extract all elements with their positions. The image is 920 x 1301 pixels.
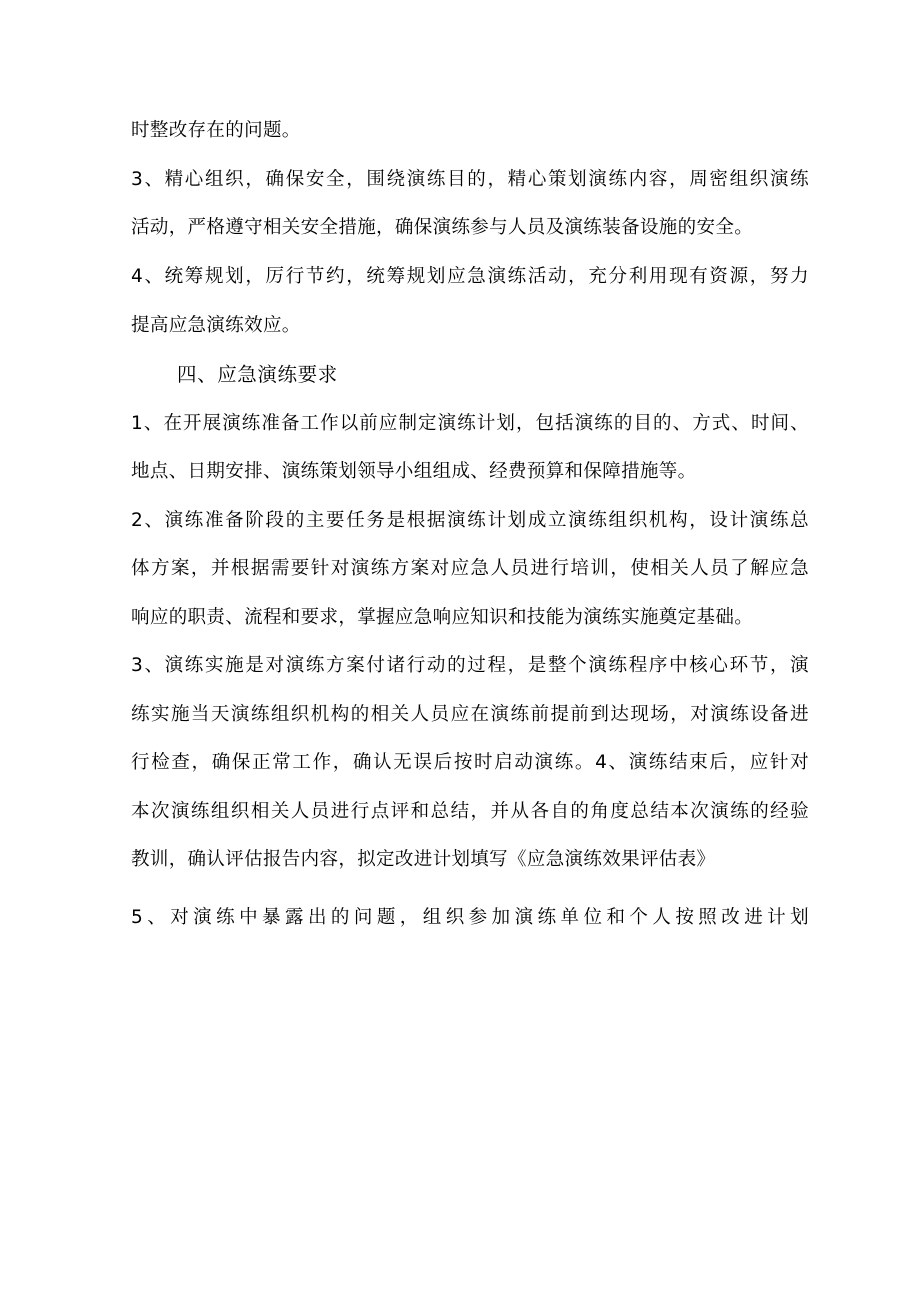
- body-text-line: 本次演练组织相关人员进行点评和总结，并从各自的角度总结本次演练的经验: [131, 801, 809, 822]
- body-text-line: 地点、日期安排、演练策划领导小组组成、经费预算和保障措施等。: [131, 461, 697, 482]
- body-text-line: 4、统筹规划，厉行节约，统筹规划应急演练活动，充分利用现有资源，努力: [131, 266, 809, 287]
- body-text-line: 响应的职责、流程和要求，掌握应急响应知识和技能为演练实施奠定基础。: [131, 607, 754, 628]
- body-text-line: 提高应急演练效应。: [131, 315, 301, 336]
- body-text-line: 3、演练实施是对演练方案付诸行动的过程，是整个演练程序中核心环节，演: [131, 655, 809, 676]
- body-text-line: 行检查，确保正常工作，确认无误后按时启动演练。4、演练结束后，应针对: [131, 752, 809, 773]
- body-text-line: 3、精心组织，确保安全，围绕演练目的，精心策划演练内容，周密组织演练: [131, 169, 809, 190]
- body-text-line: 2、演练准备阶段的主要任务是根据演练计划成立演练组织机构，设计演练总: [131, 510, 809, 531]
- body-text-line: 时整改存在的问题。: [131, 120, 301, 141]
- body-text-line: 体方案，并根据需要针对演练方案对应急人员进行培训，使相关人员了解应急: [131, 558, 809, 579]
- body-text-line: 5、对演练中暴露出的问题，组织参加演练单位和个人按照改进计划: [131, 907, 809, 928]
- body-text-line: 教训，确认评估报告内容，拟定改进计划填写《应急演练效果评估表》: [131, 849, 716, 870]
- body-text-line: 1、在开展演练准备工作以前应制定演练计划，包括演练的目的、方式、时间、: [131, 413, 809, 434]
- body-text-line: 活动，严格遵守相关安全措施，确保演练参与人员及演练装备设施的安全。: [131, 217, 754, 238]
- body-text-line: 练实施当天演练组织机构的相关人员应在演练前提前到达现场，对演练设备进: [131, 704, 809, 725]
- section-heading: 四、应急演练要求: [177, 363, 338, 386]
